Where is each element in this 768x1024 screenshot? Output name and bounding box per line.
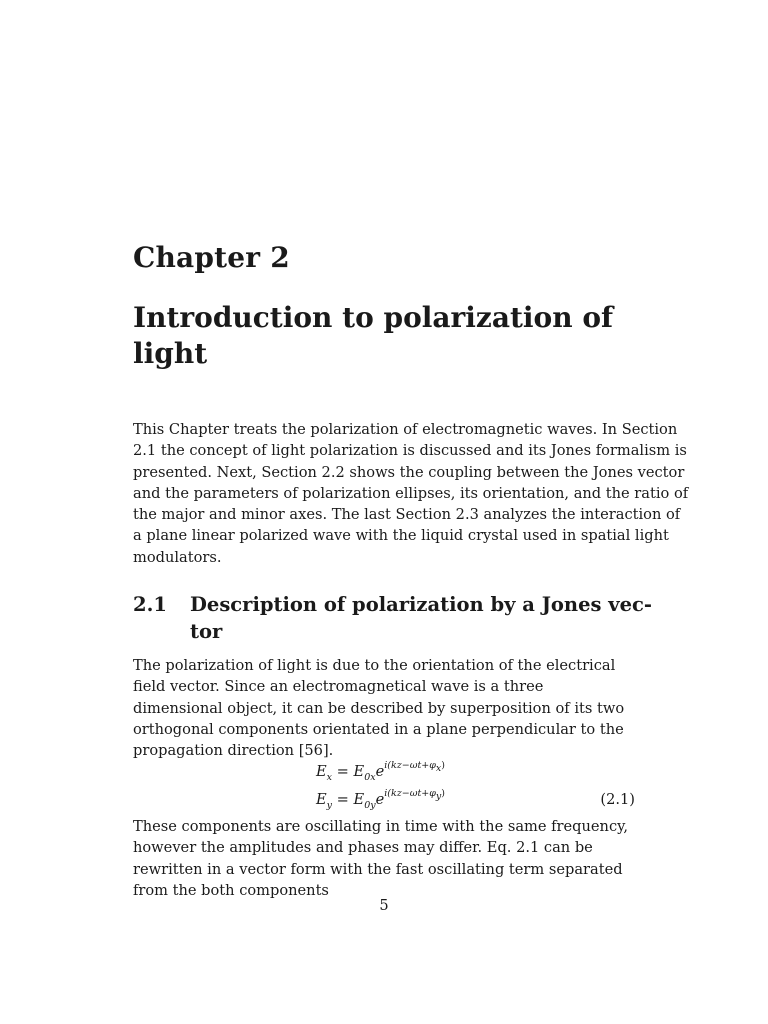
equation-line-ey: $E_y = E_{0y}e^{i(kz-\omega t+\varphi_y)}$ — [316, 788, 446, 811]
section-number: 2.1 — [133, 593, 167, 616]
text-line: modulators. — [133, 548, 222, 566]
text-line: These components are oscillating in time with the same frequency, however — [133, 818, 629, 857]
text-line: described by superposition of its two orthogonal components orientated in a — [133, 699, 625, 738]
text-line: Since an electromagnetical wave is a three dimensional object, it can be — [133, 678, 544, 717]
text-line: the major and minor axes. The last Section 2.3 analyzes the interaction of — [133, 506, 681, 524]
chapter-title-line: Introduction to polarization of — [133, 301, 614, 334]
body-paragraph — [133, 655, 635, 761]
equation-line-ex: $E_x = E_{0x}e^{i(kz-\omega t+\varphi_x)}$ — [316, 760, 445, 783]
text-line: plane perpendicular to the propagation direction [56]. — [133, 720, 624, 760]
chapter-label: Chapter 2 — [133, 241, 290, 274]
text-line: This Chapter treats the polarization of electromagnetic waves. In Section — [133, 421, 678, 438]
text-line: form with the fast oscillating term separated from the both components — [133, 860, 623, 899]
chapter-title — [133, 300, 653, 372]
text-line: the amplitudes and phases may differ. Eq. 2.1 can be rewritten in a vector — [133, 839, 593, 878]
intro-paragraph — [133, 419, 689, 568]
section-title-line: tor — [190, 620, 223, 643]
equation-number: (2.1) — [600, 791, 635, 808]
text-line: a plane linear polarized wave with the liquid crystal used in spatial light — [133, 527, 669, 545]
body-paragraph — [133, 816, 635, 901]
text-line: The polarization of light is due to the orientation of the electrical field vector. — [133, 657, 616, 696]
section-title-line: Description of polarization by a Jones vec- — [190, 593, 652, 616]
chapter-title-line: light — [133, 337, 208, 370]
section-title — [190, 591, 650, 645]
text-line: presented. Next, Section 2.2 shows the coupling between the Jones vector — [133, 463, 685, 481]
text-line: 2.1 the concept of light polarization is discussed and its Jones formalism is — [133, 442, 687, 460]
text-line: and the parameters of polarization ellipses, its orientation, and the ratio of — [133, 484, 689, 502]
page-number: 5 — [379, 897, 389, 914]
